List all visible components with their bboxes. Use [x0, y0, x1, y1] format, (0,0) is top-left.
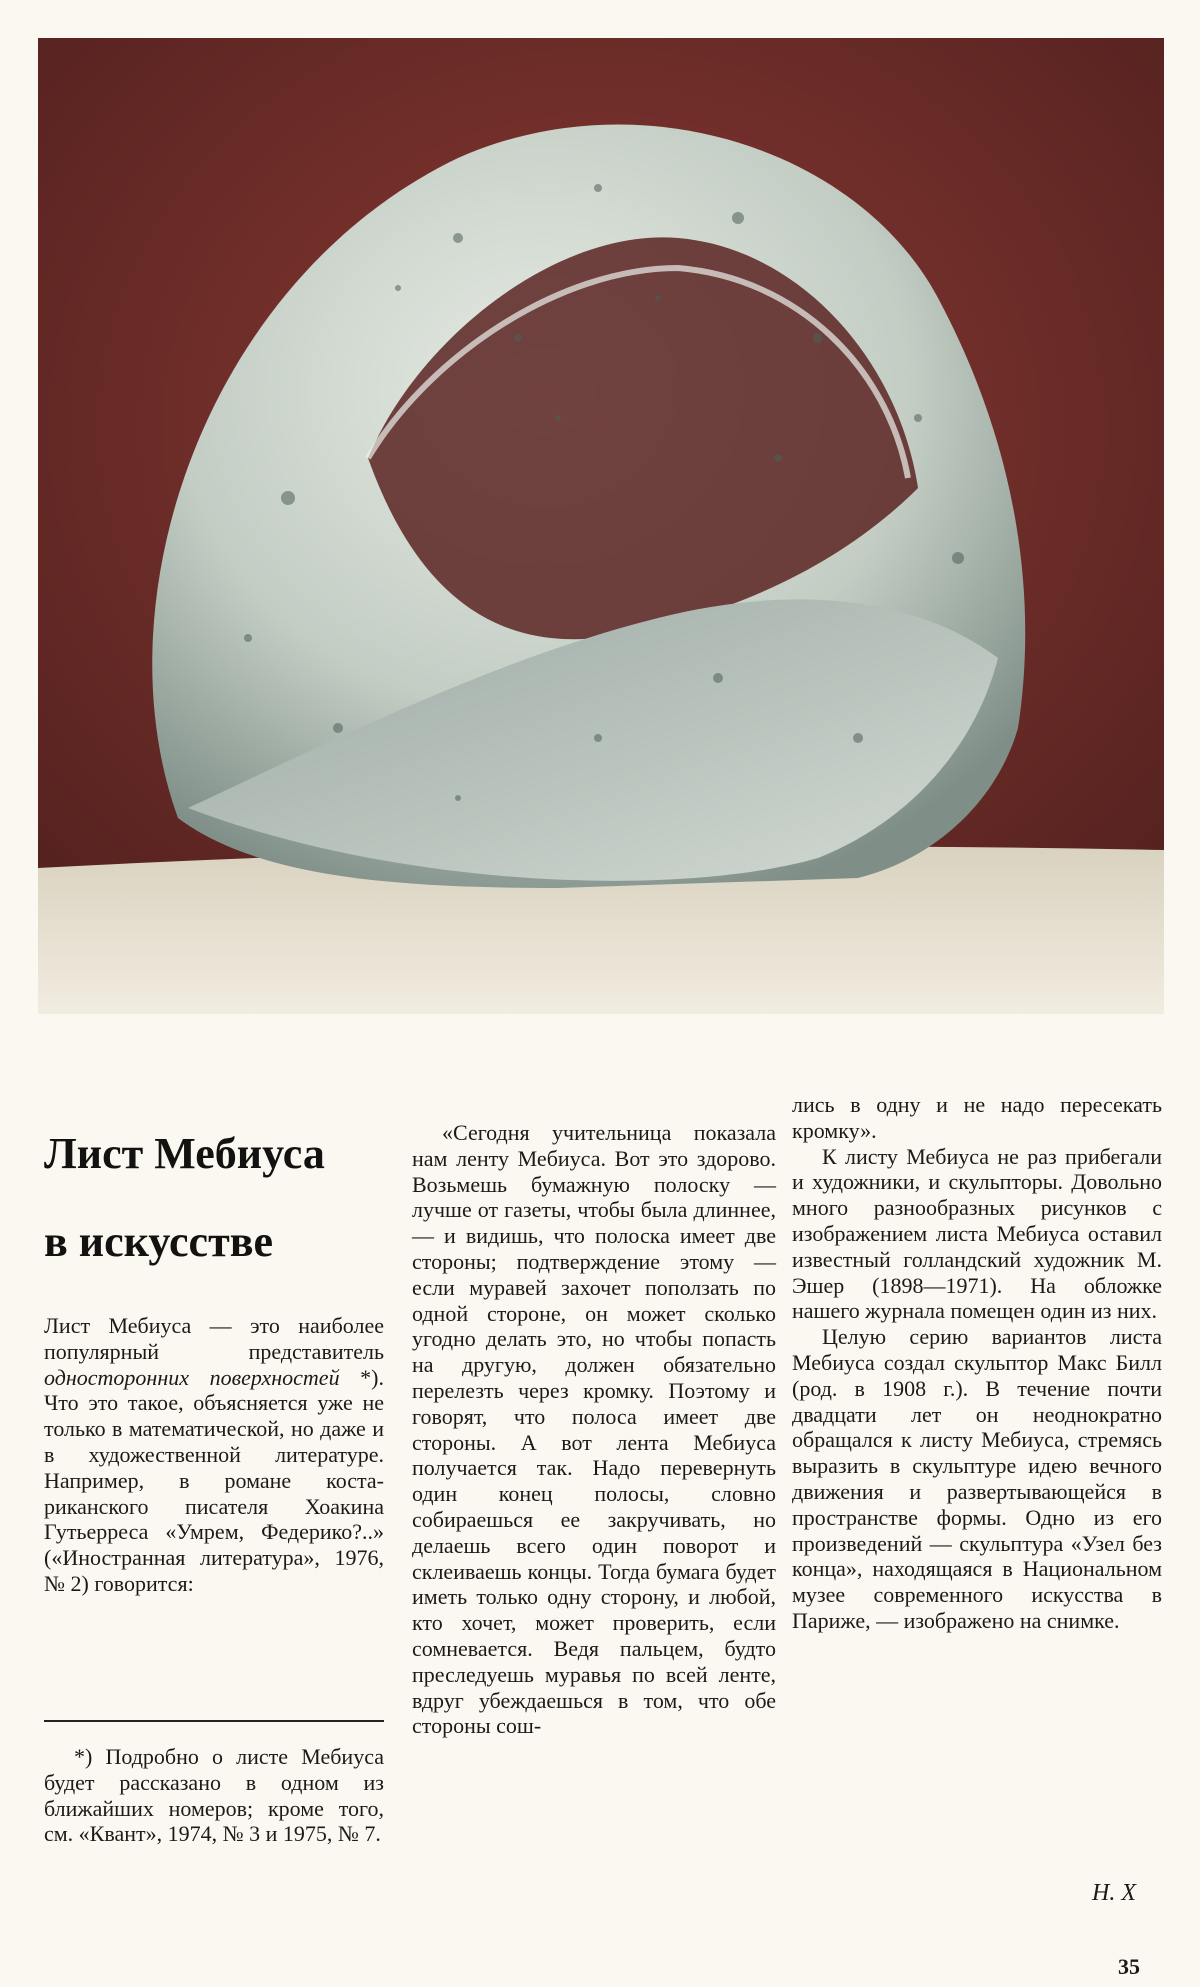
title-line-2: в искусстве [44, 1217, 273, 1266]
footnote-divider [44, 1720, 384, 1722]
article-title [44, 1110, 404, 1286]
footnote [44, 1744, 384, 1847]
intro-emphasis: односторонних поверхностей [44, 1364, 340, 1390]
mobius-sculpture-photo [38, 38, 1164, 1014]
page-number: 35 [1118, 1954, 1140, 1979]
intro-text-a: Лист Мебиуса — это наиболее популярный представитель [44, 1313, 384, 1364]
column-2 [412, 1120, 776, 1739]
quote-ending: лись в одну и не надо пересекать кромку». [792, 1092, 1162, 1143]
quote-paragraph: «Сегодня учительница показала нам ленту Мебиуса. Вот это здорово. Возьмешь бумажную полоску — лучше от газеты, чтобы была длиннее, — и видишь, что полоска имеет две стороны; подтверждение этому — если муравей захочет поползать по одной стороне, он может сколько угодно делать это, но чтобы попасть на другую, должен обязательно перелезть через кромку. Поэтому и говорят, что полоса имеет две стороны. А вот лента Мебиуса получается так. Надо перевернуть один конец полосы, словно собираешься ее закручивать, но делаешь всего один поворот и склеиваешь концы. Тогда бумага будет иметь только одну сторону, и любой, кто хочет, может проверить, если сомневается. Ведя пальцем, будто преследуешь муравья по всей ленте, вдруг убеждаешься в том, что обе стороны сош- [412, 1120, 776, 1739]
author-signature: Н. Х [1092, 1880, 1136, 1906]
column-3 [792, 1092, 1162, 1634]
column-1 [44, 1313, 384, 1597]
intro-paragraph [44, 1313, 384, 1597]
sculptor-paragraph: Целую серию вариантов листа Мебиуса создал скульптор Макс Билл (род. в 1908 г.). В течение почти двадцати лет он неоднократно обращался к листу Мебиуса, стремясь выразить в скульптуре идею вечного движения и развертывающейся в пространстве формы. Одно из его произведений — скульптура «Узел без конца», находящаяся в Национальном музее современного искусства в Париже, — изображено на снимке. [792, 1324, 1162, 1633]
footnote-text: *) Подробно о листе Мебиуса будет рассказано в одном из ближайших номеров; кроме того, см. «Квант», 1974, № 3 и 1975, № 7. [44, 1744, 384, 1847]
artists-paragraph: К листу Мебиуса не раз прибегали и художники, и скульпторы. Довольно много разнообразных рисунков с изображением листа Мебиуса оставил известный голландский художник М. Эшер (1898—1971). На обложке нашего журнала помещен один из них. [792, 1143, 1162, 1324]
title-line-1: Лист Мебиуса [44, 1129, 325, 1178]
intro-text-b: *). Что это такое, объясняется уже не только в математической, но даже и в художественной литературе. Например, в романе коста-риканского писателя Хоакина Гутьерреса «Умрем, Федерико?..» («Иностранная литература», 1976, № 2) говорится: [44, 1364, 385, 1596]
